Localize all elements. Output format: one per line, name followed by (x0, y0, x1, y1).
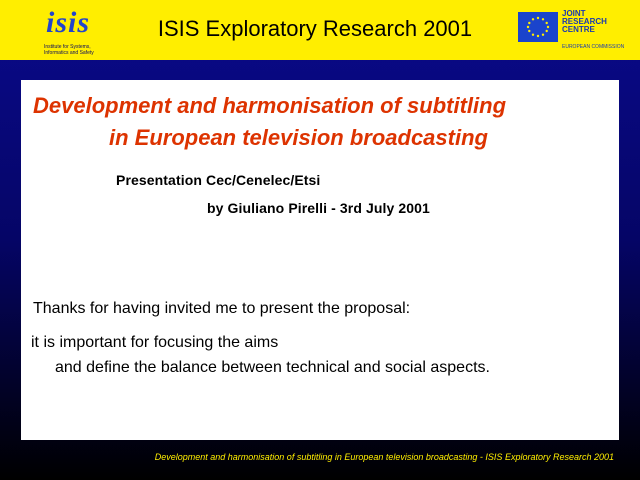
body-line-2: it is important for focusing the aims (31, 334, 279, 351)
body-line-1: Thanks for having invited me to present the proposal: (33, 300, 411, 317)
jrc-logo-text: JOINT RESEARCH CENTRE (562, 9, 607, 34)
slide-title (33, 90, 613, 154)
isis-logo-text: isis (46, 6, 91, 39)
header-title: ISIS Exploratory Research 2001 (157, 16, 473, 41)
header-bar (0, 0, 640, 60)
isis-logo-tagline-2: Informatics and Safety (44, 50, 94, 56)
slide-title-line-2: in European television broadcasting (109, 125, 488, 150)
jrc-logo (518, 10, 630, 50)
slide-footer: Development and harmonisation of subtitling in European television broadcasting - ISIS Exploratory Research 2001 (154, 452, 614, 462)
isis-logo-tagline-1: Institute for Systems, (44, 44, 91, 50)
body-line-3: and define the balance between technical and social aspects. (55, 359, 490, 376)
author-date-subtitle: by Giuliano Pirelli - 3rd July 2001 (207, 200, 430, 216)
content-panel (21, 80, 619, 440)
slide-title-line-1: Development and harmonisation of subtitling (33, 93, 507, 118)
isis-logo (44, 6, 106, 56)
jrc-logo-subtext: EUROPEAN COMMISSION (562, 44, 625, 50)
presentation-subtitle: Presentation Cec/Cenelec/Etsi (116, 172, 321, 188)
eu-flag-icon (518, 12, 558, 42)
